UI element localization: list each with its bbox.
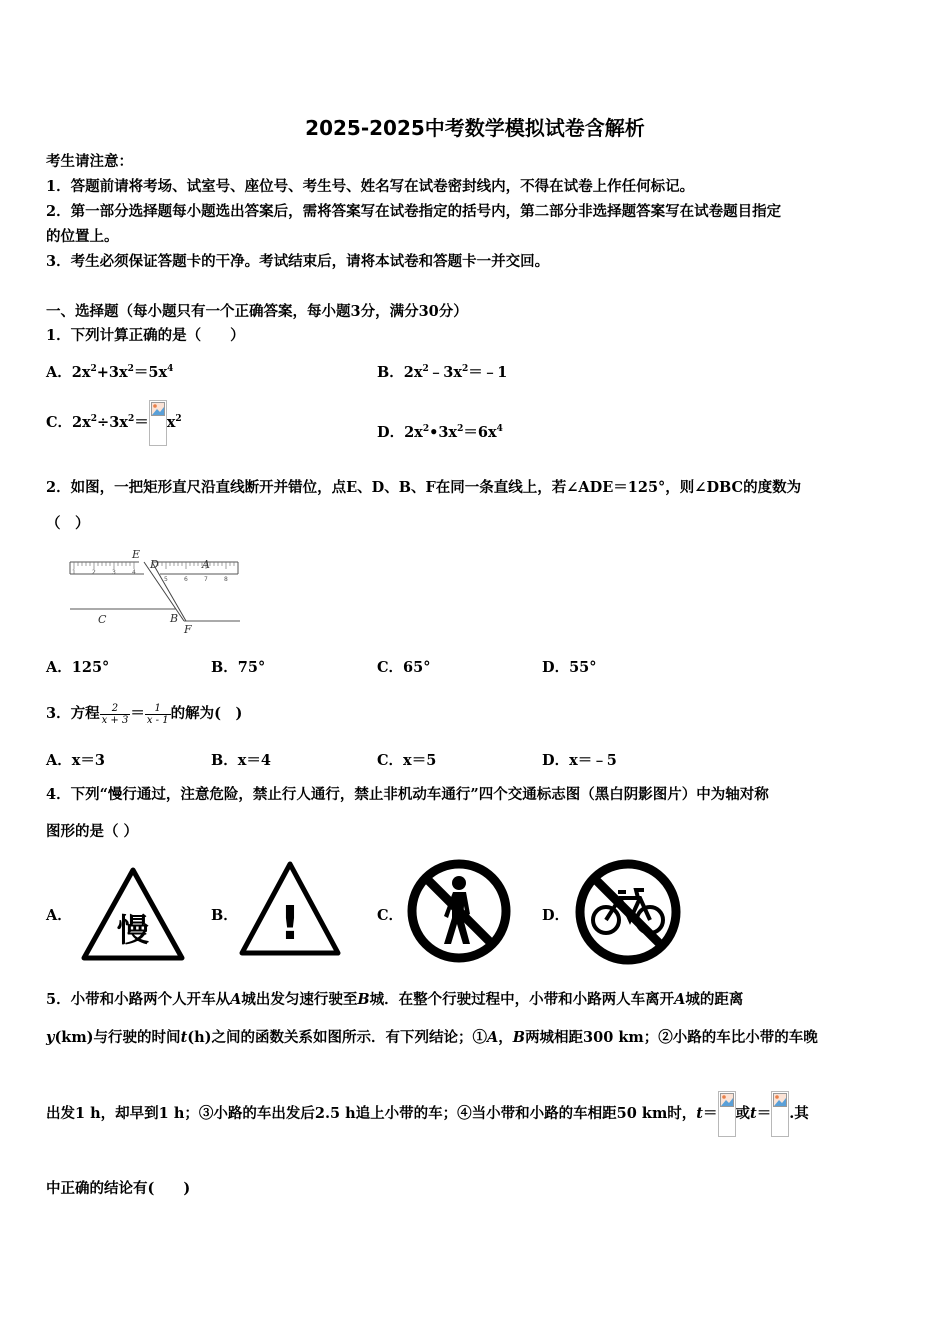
q3-option-c: C．x＝5	[377, 752, 437, 769]
notice-item-2-cont: 的位置上。	[46, 228, 119, 245]
ruler-label-B: B	[170, 612, 179, 625]
q4-label-d: D．	[542, 907, 570, 924]
ruler-tick-2: 2	[92, 569, 96, 576]
no-pedestrian-sign-icon	[406, 858, 512, 964]
ruler-figure	[66, 545, 246, 637]
notice-item-1: 1．答题前请将考场、试室号、座位号、考生号、姓名写在试卷密封线内，不得在试卷上作任何标记。	[46, 178, 695, 195]
broken-image-icon	[718, 1091, 736, 1137]
ruler-tick-3: 3	[112, 569, 116, 576]
q2-option-c: C．65°	[377, 659, 431, 676]
q1-stem: 1．下列计算正确的是（ ）	[46, 327, 245, 344]
ruler-label-F: F	[184, 623, 192, 636]
section-heading: 一、选择题（每小题只有一个正确答案，每小题3分，满分30分）	[46, 303, 468, 320]
q1-option-b: B．$2x^2﹣3x^2=﹣1$	[377, 364, 508, 381]
broken-image-icon	[771, 1091, 789, 1137]
q3-fraction-right: $\frac{1}{x - 1}$	[146, 702, 169, 726]
q4-label-c: C．	[377, 907, 404, 924]
ruler-label-E: E	[132, 548, 141, 561]
q5-line-4: 中正确的结论有( )	[46, 1180, 191, 1197]
q4-label-a: A．	[46, 907, 72, 924]
ruler-label-C: C	[98, 613, 107, 626]
ruler-tick-8: 8	[224, 576, 228, 583]
q5-line-1: 5．小带和小路两个人开车从A城出发匀速行驶至B城．在整个行驶过程中，小带和小路两人车离开A城的距离	[46, 991, 744, 1008]
ruler-tick-6: 6	[184, 576, 188, 583]
notice-item-2: 2．第一部分选择题每小题选出答案后，需将答案写在试卷指定的括号内，第二部分非选择题答案写在试卷题目指定	[46, 203, 782, 220]
q1-option-a: A．$2x^2+3x^2=5x^4$	[46, 364, 174, 381]
q3-option-d: D．x＝﹣5	[542, 752, 617, 769]
ruler-tick-7: 7	[204, 576, 208, 583]
q3-option-a: A．x＝3	[46, 752, 105, 769]
notice-item-3: 3．考生必须保证答题卡的干净。考试结束后，请将本试卷和答题卡一并交回。	[46, 253, 550, 270]
notice-heading: 考生请注意：	[46, 153, 133, 170]
q3-fraction-left: $\frac{2}{x + 3}$	[101, 702, 129, 726]
page-title: 2025-2025中考数学模拟试卷含解析	[305, 116, 645, 140]
ruler-tick-4: 4	[132, 569, 136, 576]
q2-option-d: D．55°	[542, 659, 597, 676]
broken-image-icon	[149, 400, 167, 446]
danger-sign-icon	[238, 860, 342, 958]
ruler-tick-1: 1	[72, 569, 76, 576]
q1-option-c: C．$2x^2\div 3x^2=$ $x^2$	[46, 396, 182, 446]
q2-stem: 2．如图，一把矩形直尺沿直线断开并错位，点E、D、B、F在同一条直线上，若∠ADE＝125°，则∠DBC的度数为	[46, 479, 802, 496]
danger-sign-text: !	[279, 896, 301, 950]
q3-option-b: B．x＝4	[211, 752, 271, 769]
ruler-label-A: A	[202, 558, 210, 571]
slow-sign-text: 慢	[116, 911, 150, 949]
ruler-label-D: D	[150, 558, 159, 571]
q2-option-b: B．75°	[211, 659, 266, 676]
q2-option-a: A．125°	[46, 659, 110, 676]
q3-stem: 3．方程 $\frac{2}{x + 3}$ ＝ $\frac{1}{x - 1}$ 的解为( )	[46, 702, 243, 726]
no-bicycle-sign-icon	[574, 858, 682, 966]
q4-stem-cont: 图形的是（ ）	[46, 823, 139, 840]
q1-option-d: D．$2x^2•3x^2=6x^4$	[377, 424, 503, 441]
slow-sign-icon	[80, 866, 186, 962]
q5-line-2: y(km)与行驶的时间t(h)之间的函数关系如图所示．有下列结论；①A，B两城相距300 km；②小路的车比小带的车晚	[46, 1029, 818, 1046]
q2-stem-cont: （ ）	[46, 515, 90, 532]
ruler-tick-5: 5	[164, 576, 168, 583]
q4-stem: 4．下列“慢行通过，注意危险，禁止行人通行，禁止非机动车通行”四个交通标志图（黑白阴影图片）中为轴对称	[46, 786, 769, 803]
q5-line-3: 出发1 h，却早到1 h；③小路的车出发后2.5 h追上小带的车；④当小带和小路的车相距50 km时，t＝ 或t＝ .其	[46, 1090, 809, 1138]
q4-label-b: B．	[211, 907, 238, 924]
